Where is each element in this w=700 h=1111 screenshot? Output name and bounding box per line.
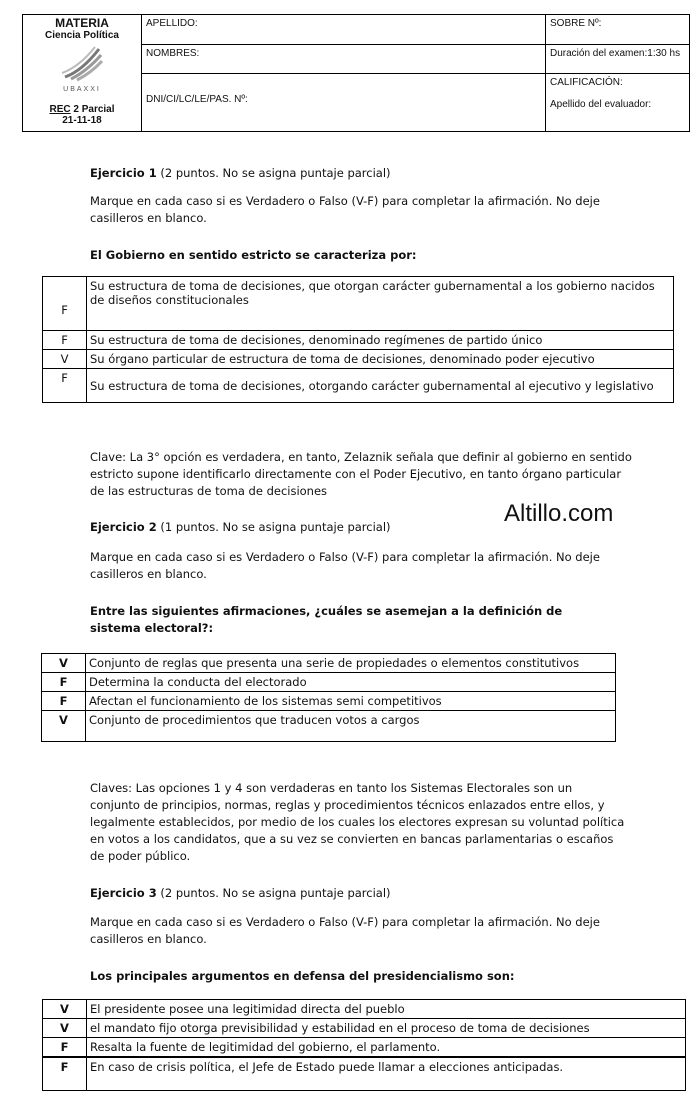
- table-row: [43, 277, 674, 331]
- answer-text: Conjunto de procedimientos que traducen votos a cargos: [86, 711, 616, 742]
- duracion-field: Duración del examen:1:30 hs: [545, 45, 689, 74]
- ex3-heading: Ejercicio 3 (2 puntos. No se asigna puntaje parcial): [90, 886, 391, 900]
- exam-header: [22, 14, 690, 132]
- answer-mark[interactable]: V: [43, 1000, 87, 1019]
- materia-label: MATERIA: [55, 16, 109, 30]
- table-row: [43, 369, 674, 403]
- ex1-question: El Gobierno en sentido estricto se caracteriza por:: [90, 248, 417, 262]
- answer-mark[interactable]: F: [42, 673, 86, 692]
- student-cells: [141, 15, 546, 131]
- answer-mark[interactable]: F: [42, 692, 86, 711]
- subject-cell: [23, 15, 142, 131]
- answer-mark[interactable]: V: [43, 1019, 87, 1038]
- table-row: [43, 1038, 686, 1058]
- answer-text: Conjunto de reglas que presenta una serie de propiedades o elementos constitutivos: [86, 654, 616, 673]
- answer-text: Su estructura de toma de decisiones, que otorgan carácter gubernamental a los gobierno nacidos de diseños constitucionales: [87, 277, 674, 331]
- table-row: [43, 1000, 686, 1019]
- answer-mark[interactable]: F: [43, 331, 87, 350]
- ex1-answer-table: [42, 276, 674, 403]
- ex2-heading: Ejercicio 2 (1 puntos. No se asigna puntaje parcial): [90, 520, 391, 534]
- ex2-question: Entre las siguientes afirmaciones, ¿cuáles se asemejan a la definición de sistema electoral?:: [90, 604, 563, 635]
- exam-info-cells: [545, 15, 689, 131]
- table-row: [42, 711, 616, 742]
- answer-mark[interactable]: F: [43, 277, 87, 331]
- table-row: [42, 673, 616, 692]
- rec-label: REC 2 Parcial: [49, 104, 115, 115]
- dni-field: DNI/CI/LC/LE/PAS. Nº:: [146, 94, 248, 105]
- table-row: [43, 1057, 686, 1090]
- ex1-clave: Clave: La 3° opción es verdadera, en tanto, Zelaznik señala que definir al gobierno en sentido estricto supone identificarlo directamente con el Poder Ejecutivo, en tanto órgano particular de las estructuras de toma de decisiones: [90, 450, 632, 498]
- watermark-text: Altillo.com: [504, 500, 614, 527]
- ex3-instructions: Marque en cada caso si es Verdadero o Falso (V-F) para completar la afirmación. No deje casilleros en blanco.: [90, 915, 600, 946]
- evaluador-label: Apellido del evaluador:: [550, 99, 652, 110]
- table-row: [43, 1019, 686, 1038]
- answer-mark[interactable]: F: [43, 369, 87, 403]
- answer-text: Resalta la fuente de legitimidad del gobierno, el parlamento.: [87, 1038, 686, 1058]
- ex3-answer-table: [42, 999, 686, 1091]
- answer-text: Su órgano particular de estructura de toma de decisiones, denominado poder ejecutivo: [87, 350, 674, 369]
- ex2-answer-table: [41, 653, 616, 742]
- exam-date: 21-11-18: [62, 115, 102, 126]
- answer-text: Su estructura de toma de decisiones, denominado regímenes de partido único: [87, 331, 674, 350]
- apellido-field: APELLIDO:: [141, 15, 545, 45]
- answer-mark[interactable]: V: [43, 350, 87, 369]
- answer-mark[interactable]: F: [43, 1057, 87, 1090]
- table-row: [43, 331, 674, 350]
- answer-text: Su estructura de toma de decisiones, otorgando carácter gubernamental al ejecutivo y legislativo: [87, 369, 674, 403]
- answer-mark[interactable]: F: [43, 1038, 87, 1058]
- ex1-heading: Ejercicio 1 (2 puntos. No se asigna puntaje parcial): [90, 166, 391, 180]
- ubaxxi-logo-icon: [57, 43, 107, 83]
- ex2-instructions: Marque en cada caso si es Verdadero o Falso (V-F) para completar la afirmación. No deje casilleros en blanco.: [90, 550, 600, 581]
- table-row: [42, 692, 616, 711]
- answer-text: El presidente posee una legitimidad directa del pueblo: [87, 1000, 686, 1019]
- nombres-field: NOMBRES:: [141, 45, 545, 74]
- answer-mark[interactable]: V: [42, 711, 86, 742]
- logo-text: UBAXXI: [63, 86, 101, 93]
- table-row: [42, 654, 616, 673]
- answer-text: En caso de crisis política, el Jefe de Estado puede llamar a elecciones anticipadas.: [87, 1057, 686, 1090]
- calificacion-field: [545, 74, 689, 131]
- answer-text: Determina la conducta del electorado: [86, 673, 616, 692]
- ex2-clave: Claves: Las opciones 1 y 4 son verdaderas en tanto los Sistemas Electorales son un conjunto de principios, normas, reglas y procedimientos técnicos enlazados entre ellos, y legalmente establecidos, por medio de los cuales los electores expresan su voluntad política en votos a los candidatos, que a su vez se convierten en bancas parlamentarias o escaños de poder público.: [90, 781, 625, 863]
- answer-text: el mandato fijo otorga previsibilidad y estabilidad en el proceso de toma de decisiones: [87, 1019, 686, 1038]
- answer-mark[interactable]: V: [42, 654, 86, 673]
- ex3-question: Los principales argumentos en defensa del presidencialismo son:: [90, 969, 515, 983]
- answer-text: Afectan el funcionamiento de los sistemas semi competitivos: [86, 692, 616, 711]
- sobre-field: SOBRE Nº:: [545, 15, 689, 45]
- calificacion-label: CALIFICACIÓN:: [550, 77, 623, 88]
- table-row: [43, 350, 674, 369]
- ex1-instructions: Marque en cada caso si es Verdadero o Falso (V-F) para completar la afirmación. No deje casilleros en blanco.: [90, 194, 600, 225]
- subject-name: Ciencia Política: [45, 30, 119, 41]
